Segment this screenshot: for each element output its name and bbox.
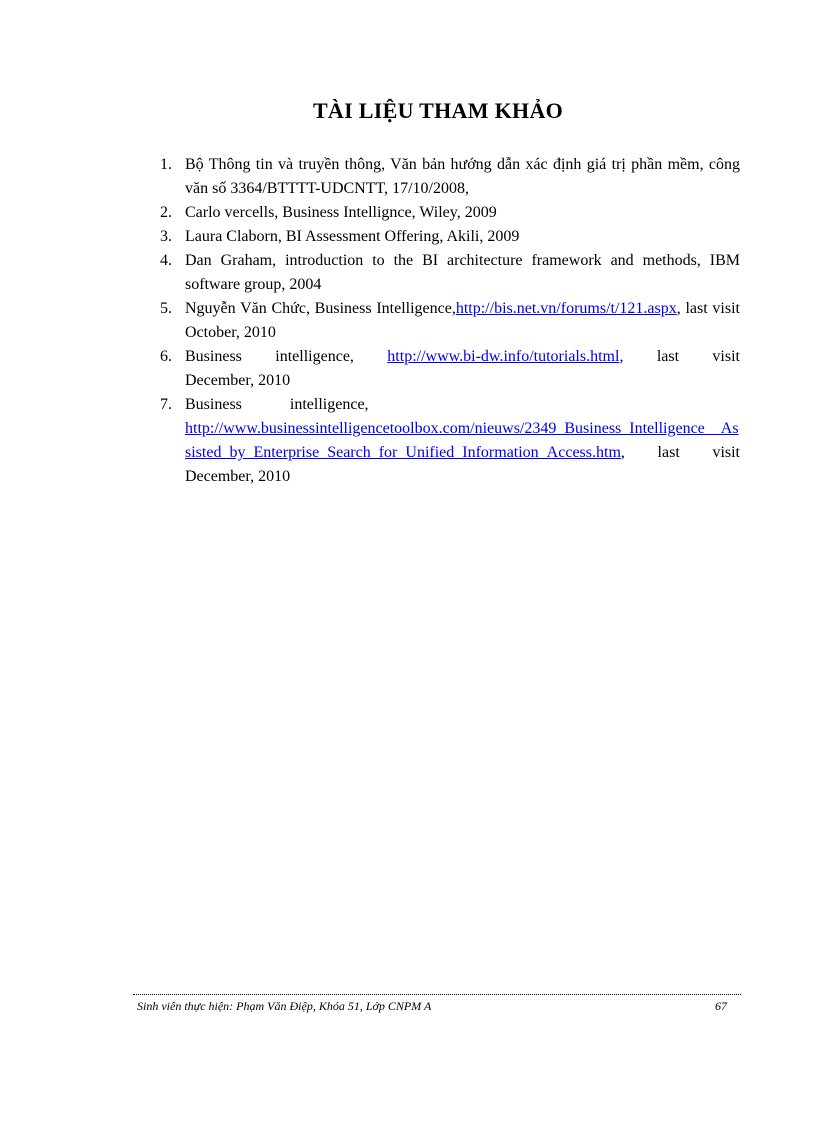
reference-punct: , xyxy=(619,348,624,365)
reference-line xyxy=(185,393,740,417)
reference-word: visit xyxy=(712,348,740,365)
reference-text: Dan Graham, introduction to the BI architecture framework and methods, IBM software group, 2004 xyxy=(185,252,740,293)
reference-text: Nguyễn Văn Chức, Business Intelligence, xyxy=(185,300,456,317)
reference-item-4 xyxy=(160,249,740,297)
reference-item-7 xyxy=(160,393,740,489)
reference-item-1 xyxy=(160,153,740,201)
reference-word: Business xyxy=(185,396,242,413)
reference-number: 5. xyxy=(160,300,172,317)
footer-divider xyxy=(133,994,741,995)
reference-number: 3. xyxy=(160,228,172,245)
reference-item-3 xyxy=(160,225,740,249)
page-number: 67 xyxy=(715,999,727,1013)
reference-link-wrap xyxy=(387,345,623,369)
reference-item-5 xyxy=(160,297,740,345)
reference-item-6 xyxy=(160,345,740,393)
reference-word: last xyxy=(656,348,680,365)
page-title: TÀI LIỆU THAM KHẢO xyxy=(312,98,564,123)
reference-list xyxy=(160,153,740,489)
reference-link[interactable]: http://www.businessintelligencetoolbox.com/nieuws/2349_Business_Intelligence__Assisted_by_Enterprise_Search_for_Unified_Information_Access.htm xyxy=(185,420,739,461)
footer-author: Sinh viên thực hiện: Phạm Văn Điệp, Khóa 51, Lớp CNPM A xyxy=(137,999,432,1013)
reference-text: Bộ Thông tin và truyền thông, Văn bản hướng dẫn xác định giá trị phần mềm, công văn số 3364/BTTTT-UDCNTT, 17/10/2008, xyxy=(185,156,740,197)
reference-text: Carlo vercells, Business Intellignce, Wiley, 2009 xyxy=(185,204,497,221)
reference-line xyxy=(185,345,740,369)
reference-text-after: , last visit October, 2010 xyxy=(185,300,740,341)
page-footer xyxy=(137,999,737,1014)
reference-word: intelligence, xyxy=(275,348,354,365)
reference-link[interactable]: http://www.bi-dw.info/tutorials.html xyxy=(387,348,620,365)
reference-item-2 xyxy=(160,201,740,225)
reference-text-after: , last visit December, 2010 xyxy=(185,444,740,485)
reference-word: intelligence, xyxy=(289,396,369,413)
reference-word: Business xyxy=(185,348,242,365)
reference-text: Laura Claborn, BI Assessment Offering, Akili, 2009 xyxy=(185,228,520,245)
reference-number: 4. xyxy=(160,252,172,269)
reference-number: 6. xyxy=(160,348,172,365)
reference-number: 1. xyxy=(160,156,172,173)
reference-number: 2. xyxy=(160,204,172,221)
reference-text-after: December, 2010 xyxy=(185,372,291,389)
reference-number: 7. xyxy=(160,396,172,413)
reference-link[interactable]: http://bis.net.vn/forums/t/121.aspx xyxy=(455,300,677,317)
